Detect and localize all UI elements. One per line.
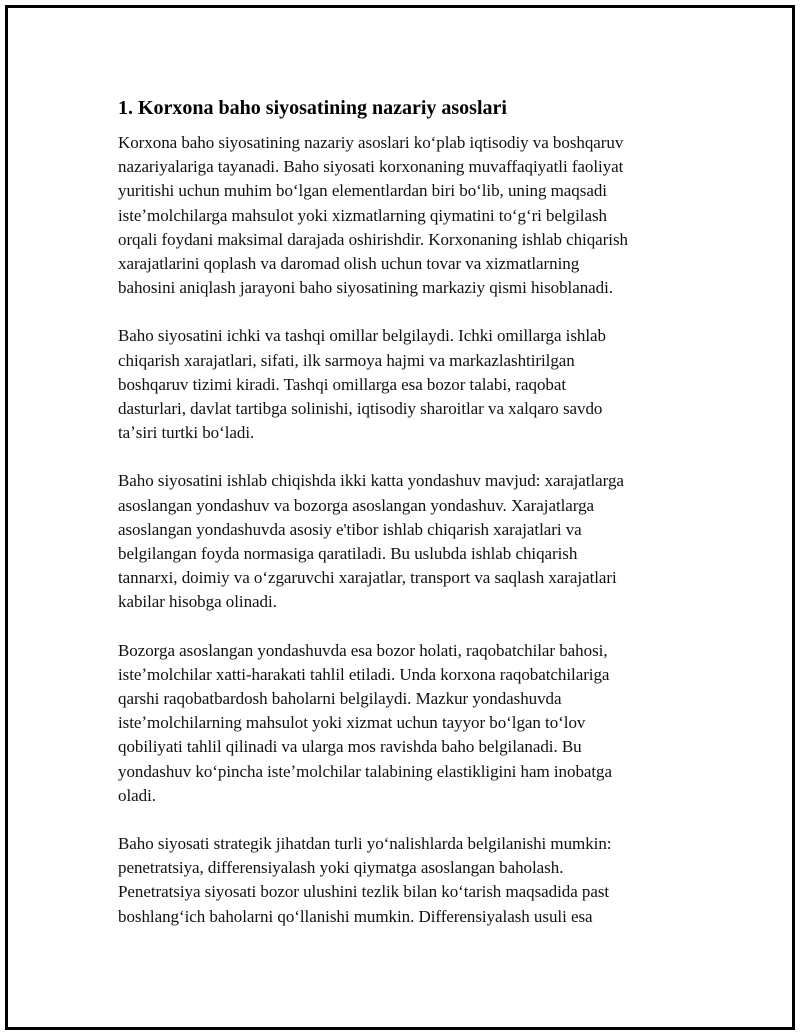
text-line: penetratsiya, differensiyalash yoki qiymatga asoslangan baholash.: [118, 858, 564, 878]
text-line: belgilangan foyda normasiga qaratiladi. Bu uslubda ishlab chiqarish: [118, 544, 578, 564]
text-line: Bozorga asoslangan yondashuvda esa bozor holati, raqobatchilar bahosi,: [118, 640, 608, 660]
text-line: chiqarish xarajatlari, sifati, ilk sarmoya hajmi va markazlashtirilgan: [118, 350, 575, 370]
paragraph-2: [118, 324, 693, 445]
text-line: Baho siyosatini ishlab chiqishda ikki katta yondashuv mavjud: xarajatlarga: [118, 471, 624, 491]
text-line: oladi.: [118, 785, 156, 805]
text-line: qobiliyati tahlil qilinadi va ularga mos ravishda baho belgilanadi. Bu: [118, 737, 582, 757]
text-line: kabilar hisobga olinadi.: [118, 592, 277, 612]
text-line: boshlangʻich baholarni qoʻllanishi mumkin. Differensiyalash usuli esa: [118, 906, 593, 926]
document-body: [118, 95, 693, 953]
text-line: dasturlari, davlat tartibga solinishi, iqtisodiy sharoitlar va xalqaro savdo: [118, 399, 603, 419]
text-line: xarajatlarini qoplash va daromad olish uchun tovar va xizmatlarning: [118, 254, 580, 274]
text-line: yondashuv koʻpincha isteʼmolchilar talabining elastikligini ham inobatga: [118, 761, 613, 781]
text-line: taʼsiri turtki boʻladi.: [118, 423, 255, 443]
text-line: qarshi raqobatbardosh baholarni belgilaydi. Mazkur yondashuvda: [118, 689, 562, 709]
section-heading: 1. Korxona baho siyosatining nazariy asoslari: [118, 97, 507, 119]
text-line: asoslangan yondashuv va bozorga asoslangan yondashuv. Xarajatlarga: [118, 495, 595, 515]
text-line: boshqaruv tizimi kiradi. Tashqi omillarga esa bozor talabi, raqobat: [118, 374, 567, 394]
text-line: isteʼmolchilarning mahsulot yoki xizmat uchun tayyor boʻlgan toʻlov: [118, 713, 586, 733]
text-line: asoslangan yondashuvda asosiy e'tibor ishlab chiqarish xarajatlari va: [118, 519, 582, 539]
text-line: Korxona baho siyosatining nazariy asoslari koʻplab iqtisodiy va boshqaruv: [118, 133, 624, 152]
text-line: isteʼmolchilarga mahsulot yoki xizmatlarning qiymatini toʻgʻri belgilash: [118, 205, 607, 225]
text-line: yuritishi uchun muhim boʻlgan elementlardan biri boʻlib, uning maqsadi: [118, 181, 607, 201]
text-line: isteʼmolchilar xatti-harakati tahlil etiladi. Unda korxona raqobatchilariga: [118, 664, 610, 684]
text-line: Baho siyosatini ichki va tashqi omillar belgilaydi. Ichki omillarga ishlab: [118, 326, 606, 346]
paragraph-4: [118, 639, 693, 808]
text-line: Baho siyosati strategik jihatdan turli yoʻnalishlarda belgilanishi mumkin:: [118, 834, 612, 854]
paragraph-5: [118, 832, 693, 929]
paragraph-1: [118, 131, 693, 300]
text-line: Penetratsiya siyosati bozor ulushini tezlik bilan koʻtarish maqsadida past: [118, 882, 610, 902]
text-line: orqali foydani maksimal darajada oshirishdir. Korxonaning ishlab chiqarish: [118, 229, 628, 249]
text-line: tannarxi, doimiy va oʻzgaruvchi xarajatlar, transport va saqlash xarajatlari: [118, 568, 617, 588]
text-line: bahosini aniqlash jarayoni baho siyosatining markaziy qismi hisoblanadi.: [118, 278, 613, 298]
paragraph-3: [118, 469, 693, 614]
text-line: nazariyalariga tayanadi. Baho siyosati korxonaning muvaffaqiyatli faoliyat: [118, 157, 624, 177]
